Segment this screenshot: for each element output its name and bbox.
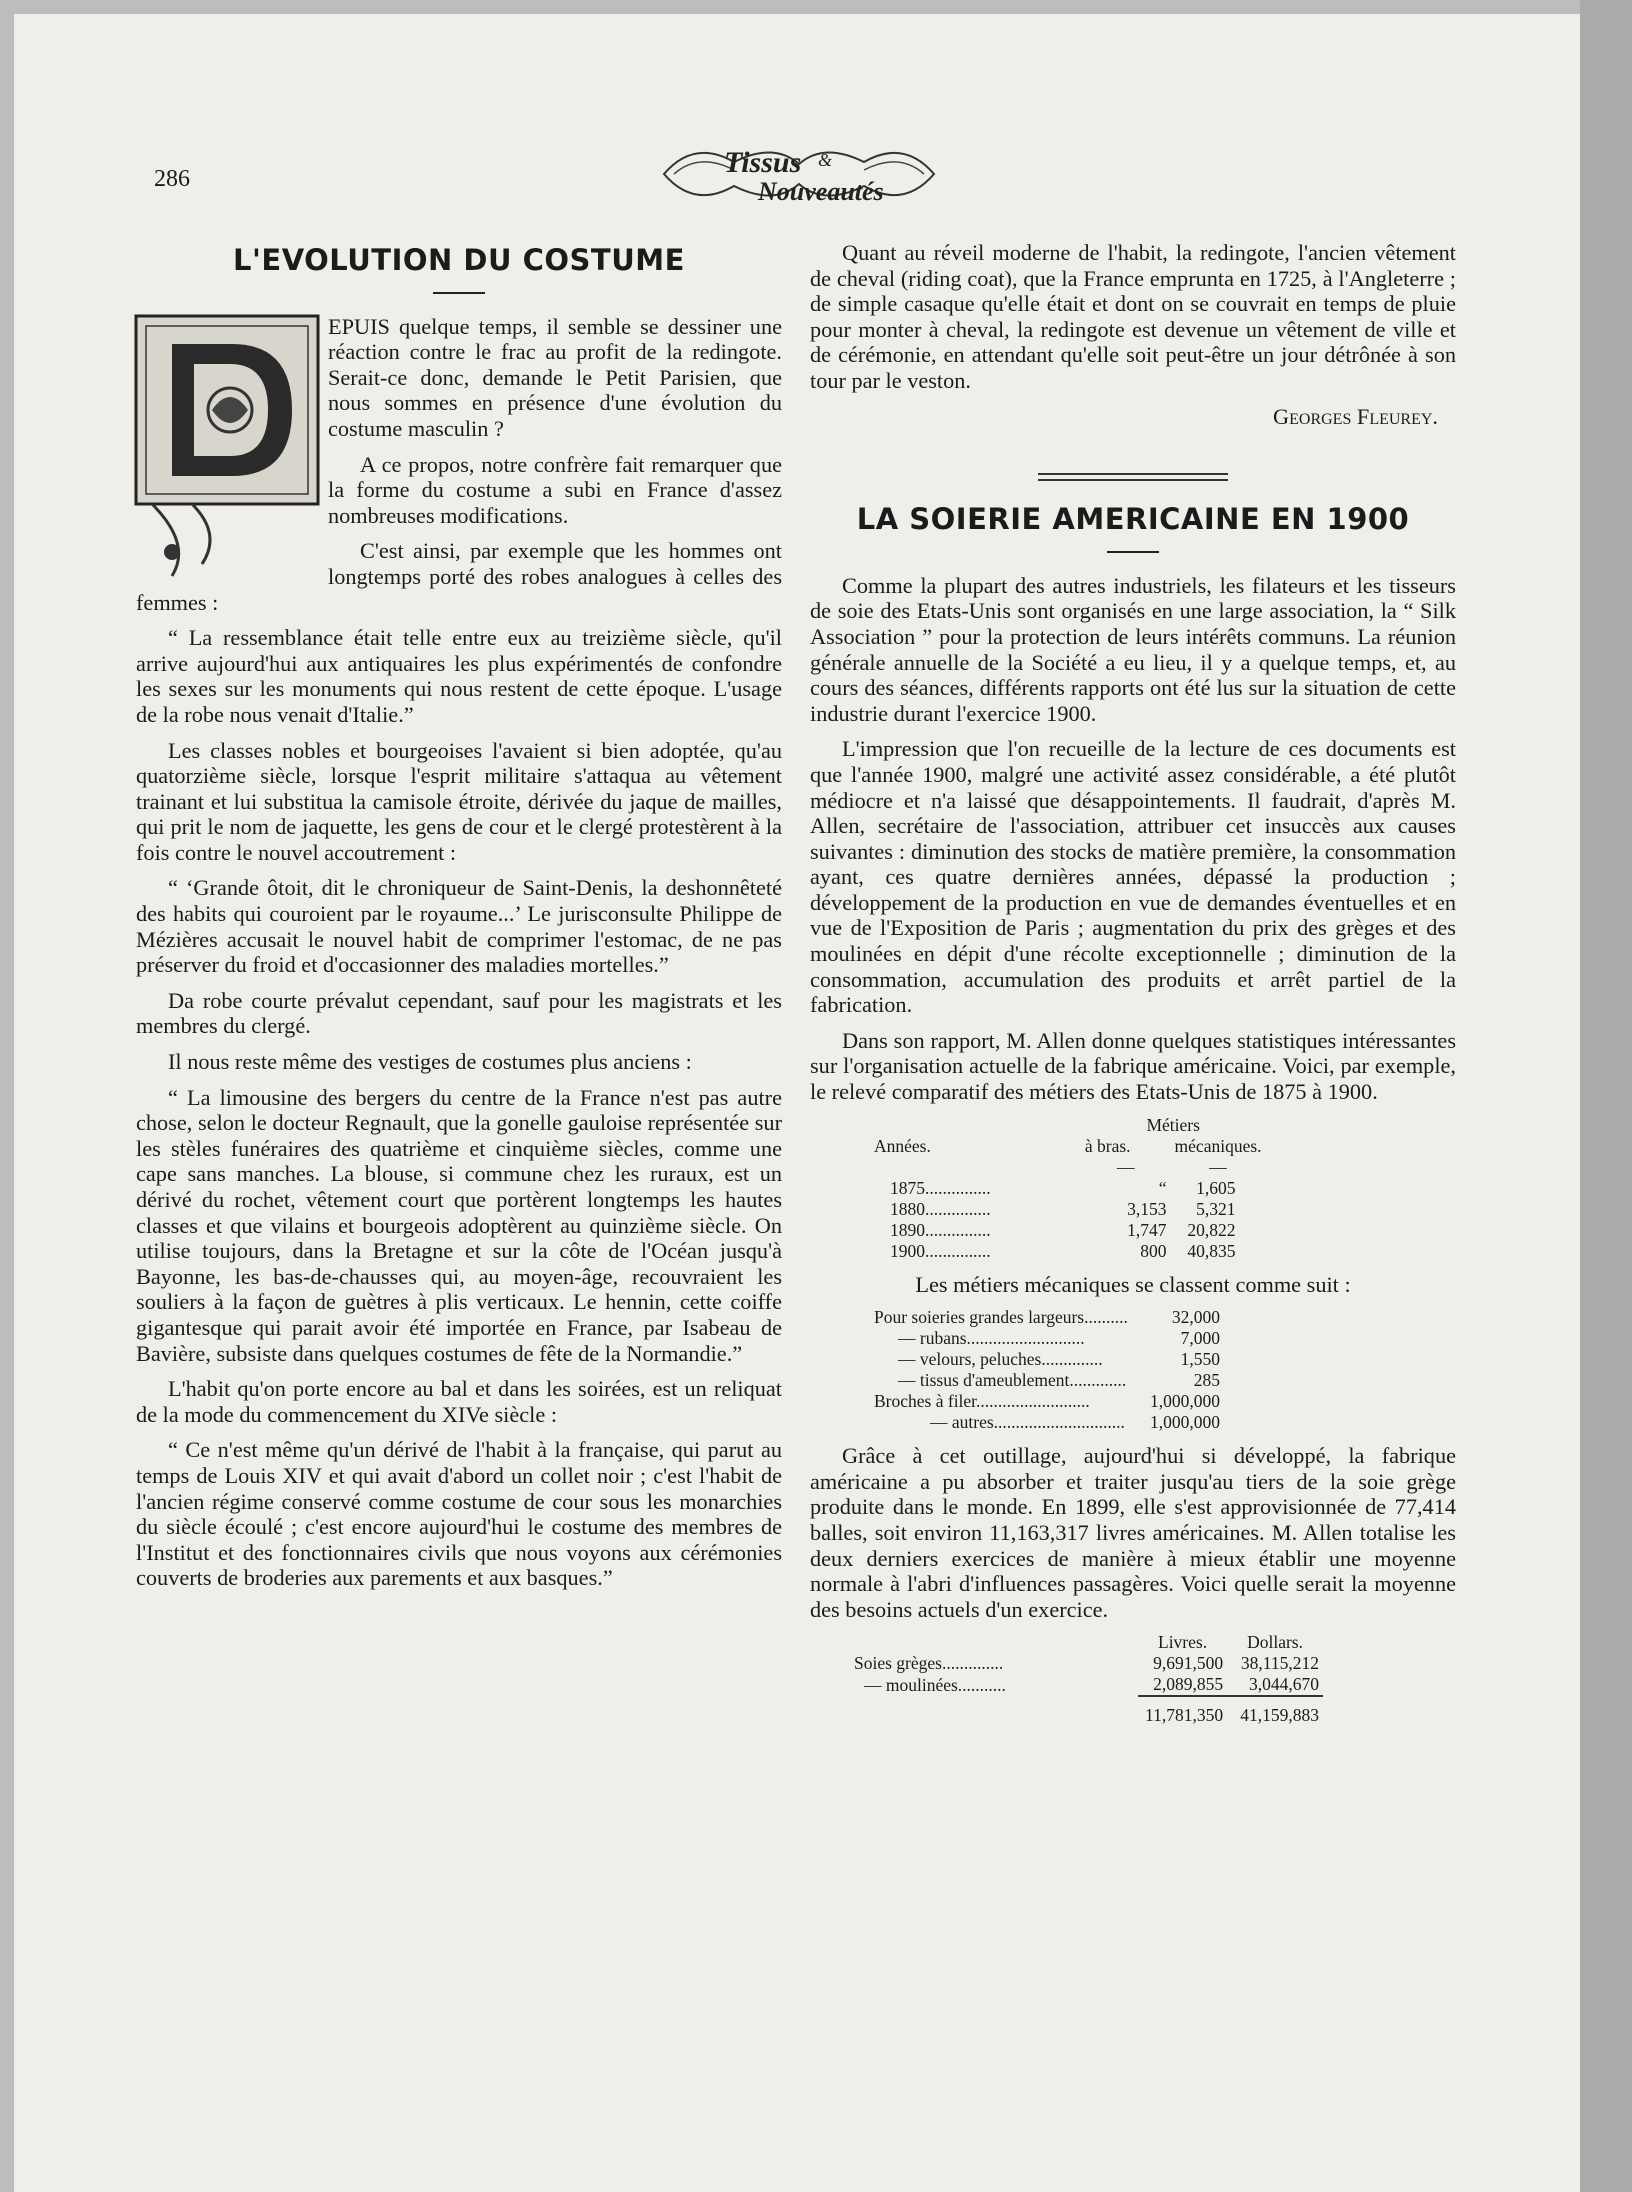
paragraph: Les métiers mécaniques se classent comme suit : bbox=[915, 1271, 1351, 1297]
table-average-needs bbox=[850, 1632, 1323, 1726]
table-header: à bras. bbox=[1084, 1135, 1131, 1156]
paragraph: Dans son rapport, M. Allen donne quelques statistiques intéressantes sur l'organisation actuelle de la fabrique américaine. Voici, par exemple, le relevé comparatif des métiers des Etats-Unis de 1875 à 1900. bbox=[810, 1027, 1456, 1105]
table-header bbox=[850, 1632, 1138, 1653]
page-number: 286 bbox=[154, 166, 190, 192]
masthead-logo bbox=[654, 134, 944, 214]
paragraph: Il nous reste même des vestiges de costumes plus anciens : bbox=[168, 1049, 692, 1075]
left-column bbox=[136, 240, 782, 1601]
table-row: 1875............... “ 1,605 bbox=[890, 1177, 1236, 1198]
paragraph: L'impression que l'on recueille de la lecture de ces documents est que l'année 1900, malgré une activité assez considérable, a été plutôt médiocre et n'a laissé que désappointements. Il faudrait, d'après M. Allen, secrétaire de l'association, attribuer cet insuccès aux causes suivantes : diminution des stocks de matière première, la consommation ayant, ces quatre dernières années, dépassé la production ; développement de la production en vue de demandes éventuelles et en vue de l'Exposition de Paris ; augmentation du prix des grèges et des moulinées en dépit d'une récolte exceptionnelle ; diminution de la consommation, accumulation des produits et arrêt partiel de la fabrication. bbox=[810, 736, 1456, 1018]
paragraph: “ La limousine des bergers du centre de la France n'est pas autre chose, selon le docteur Regnault, que la gonelle gauloise représentée sur les stèles funéraires des quatrième et cinquième siècles, comme une cape sans manches. La blouse, si commune chez les ruraux, est un dérivé du rochet, vêtement court que portèrent longtemps les hautes classes et que vilains et bourgeois adoptèrent au quinzième siècle. On utilise toujours, dans la Bretagne et sur la côte de l'Océan jusqu'à Bayonne, les bas-de-chausses qui, au moyen-âge, recouvraient les souliers à la façon de guètres à plis verticaux. Le hennin, cette coiffe gigantesque qui parait avoir été importée en France, par Isabeau de Bavière, subsiste dans quelques costumes de fête de la Normandie.” bbox=[136, 1084, 782, 1366]
title-rule bbox=[1107, 551, 1159, 553]
paragraph: Grâce à cet outillage, aujourd'hui si développé, la fabrique américaine a pu absorber et traiter jusqu'au tiers de la soie grège produite dans le monde. En 1899, elle s'est approvisionnée de 77,414 balles, soit environ 11,163,317 livres américaines. M. Allen totalise les deux derniers exercices de manière à mieux établir une moyenne normale à l'abri d'influences passagères. Voici quelle serait la moyenne des besoins actuels d'un exercice. bbox=[810, 1443, 1456, 1622]
table-header: Années. bbox=[874, 1135, 931, 1156]
table-row: 1900............... 800 40,835 bbox=[890, 1240, 1236, 1261]
table-group-header: Métiers bbox=[1146, 1114, 1200, 1135]
table-row: — tissus d'ameublement............. 285 bbox=[898, 1370, 1220, 1391]
table-mechanical-looms bbox=[870, 1307, 1224, 1433]
paragraph: “ La ressemblance était telle entre eux au treizième siècle, qu'il arrive aujourd'hui aux antiquaires les plus expérimentés de confondre les sexes sur les monuments qui nous restent de cette époque. L'usage de la robe nous venait d'Italie.” bbox=[136, 625, 782, 727]
title-rule bbox=[433, 292, 485, 294]
paragraph: EPUIS quelque temps, il semble se dessiner une réaction contre le frac au profit de la redingote. Serait-ce donc, demande le Petit Parisien, que nous sommes en présence d'une évolution du costume masculin ? bbox=[328, 313, 782, 441]
table-dash: — bbox=[1116, 1156, 1135, 1177]
table-row: 1890............... 1,747 20,822 bbox=[890, 1219, 1236, 1240]
table-row: — autres.............................. 1,000,000 bbox=[930, 1412, 1220, 1433]
paragraph: Da robe courte prévalut cependant, sauf pour les magistrats et les membres du clergé. bbox=[136, 987, 782, 1039]
paragraph: L'habit qu'on porte encore au bal et dans les soirées, est un reliquat de la mode du commencement du XIVe siècle : bbox=[136, 1376, 782, 1427]
svg-text:Tissus: Tissus bbox=[724, 146, 802, 179]
drop-cap-ornament bbox=[132, 314, 322, 579]
paragraph: “ ‘Grande ôtoit, dit le chroniqueur de Saint-Denis, la deshonnêteté des habits qui couroient par le royaume...’ Le jurisconsulte Philippe de Mézières accusait le nouvel habit de comprimer l'estomac, de ne pas préserver du froid et d'occasionner des maladies mortelles.” bbox=[136, 875, 782, 978]
table-looms-by-year bbox=[870, 1115, 1266, 1262]
section-divider bbox=[1038, 473, 1228, 481]
table-row: 1880............... 3,153 5,321 bbox=[890, 1198, 1236, 1219]
table-header: Livres. bbox=[1158, 1632, 1208, 1653]
paragraph: A ce propos, notre confrère fait remarquer que la forme du costume a subi en France d'assez nombreuses modifications. bbox=[328, 451, 782, 528]
table-row: Pour soieries grandes largeurs.......... 32,000 bbox=[874, 1307, 1220, 1328]
article-title-costume: L'EVOLUTION DU COSTUME bbox=[233, 243, 685, 277]
table-header: Dollars. bbox=[1247, 1632, 1303, 1653]
right-column bbox=[810, 240, 1456, 1734]
svg-text:Nouveautés: Nouveautés bbox=[758, 177, 884, 206]
signature: Georges Fleurey. bbox=[1273, 403, 1438, 429]
paragraph: C'est ainsi, par exemple que les hommes ont longtemps porté des robes analogues à celles des femmes : bbox=[136, 538, 782, 615]
table-row: — rubans........................... 7,000 bbox=[898, 1328, 1220, 1349]
table-header: mécaniques. bbox=[1174, 1135, 1262, 1156]
page-edge bbox=[1580, 0, 1632, 2192]
article-title-soierie: LA SOIERIE AMERICAINE EN 1900 bbox=[856, 502, 1410, 537]
svg-text:&: & bbox=[818, 150, 833, 170]
paragraph: Comme la plupart des autres industriels, les filateurs et les tisseurs de soie des Etats-Unis sont organisés en une large association, la “ Silk Association ” pour la protection de leurs intérêts communs. La réunion générale annuelle de la Société a eu lieu, il y a quelque temps, et, au cours des séances, différents rapports ont été lus sur la situation de cette industrie durant l'exercice 1900. bbox=[810, 572, 1456, 726]
paragraph: Quant au réveil moderne de l'habit, la redingote, l'ancien vêtement de cheval (riding coat), que la France emprunta en 1725, à l'Angleterre ; de simple casaque qu'elle était et dont on se couvrait en temps de pluie pour monter à cheval, la redingote est devenue un vêtement de ville et de cérémonie, en attendant qu'elle soit peut-être un jour détrônée à son tour par le veston. bbox=[810, 240, 1456, 393]
table-row: — moulinées........... 2,089,855 3,044,670 bbox=[864, 1674, 1319, 1695]
table-row: Broches à filer.......................... 1,000,000 bbox=[874, 1391, 1220, 1412]
paragraph: “ Ce n'est même qu'un dérivé de l'habit à la française, qui parut au temps de Louis XIV et qui avait d'abord un collet noir ; c'est l'habit de l'ancien régime conservé comme costume de cour sous les monarchies du siècle écoulé ; c'est encore aujourd'hui le costume des membres de l'Institut et des fonctionnaires civils que nous voyons aux cérémonies couverts de broderies aux parements et aux basques.” bbox=[136, 1437, 782, 1591]
table-row: Soies grèges.............. 9,691,500 38,115,212 bbox=[854, 1653, 1319, 1674]
paragraph: Les classes nobles et bourgeoises l'avaient si bien adoptée, qu'au quatorzième siècle, lorsque l'esprit militaire s'attaqua au vêtement trainant et lui substitua la camisole étroite, dérivée du jaque de mailles, qui prit le nom de jaquette, les gens de cour et le clergé protestèrent à la fois contre le nouvel accoutrement : bbox=[136, 737, 782, 865]
table-row: — velours, peluches.............. 1,550 bbox=[898, 1349, 1220, 1370]
table-dash: — bbox=[1209, 1156, 1227, 1177]
table-total-row: 11,781,350 41,159,883 bbox=[850, 1696, 1323, 1726]
document-page bbox=[14, 14, 1580, 2192]
